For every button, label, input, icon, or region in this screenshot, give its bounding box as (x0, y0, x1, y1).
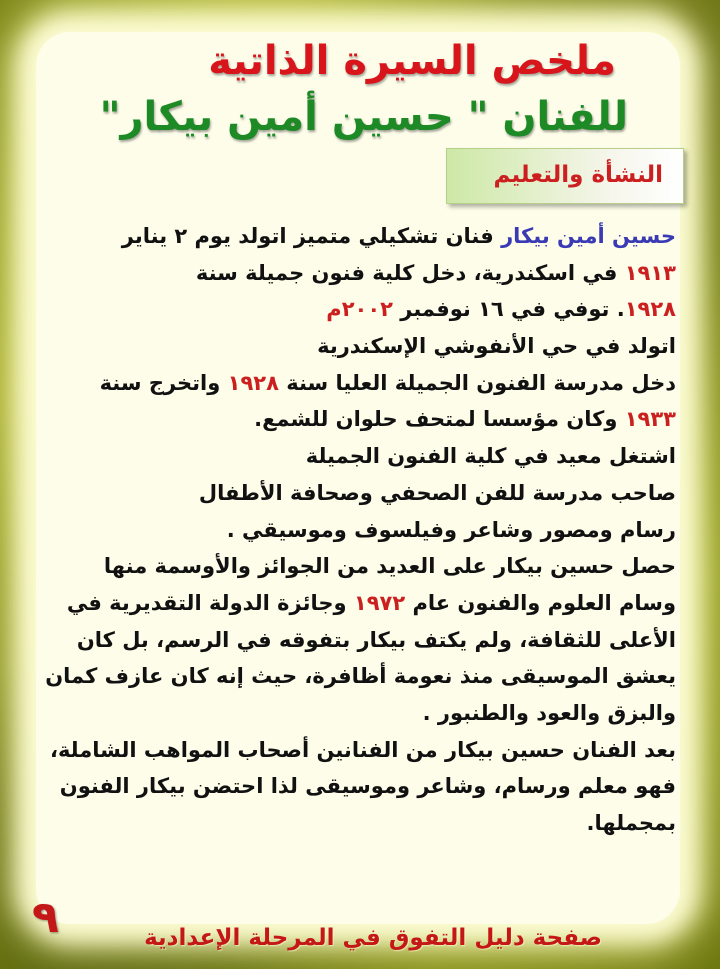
text-line-5 (40, 365, 676, 402)
text-line-17: بمجملها. (586, 811, 676, 835)
footer-text: صفحة دليل التفوق في المرحلة الإعدادية (144, 925, 602, 951)
text-line-9: رسام ومصور وشاعر وفيلسوف وموسيقي . (226, 517, 676, 542)
section-heading: النشأة والتعليم (493, 162, 663, 188)
text-line-16: فهو معلم ورسام، وشاعر وموسيقى لذا احتضن بيكار الفنون (59, 774, 676, 799)
birth-year: ١٩١٣ (624, 260, 676, 285)
text-segment: فنان تشكيلي متميز اتولد يوم ٢ يناير (121, 224, 502, 248)
text-line-2 (40, 255, 676, 292)
text-line-12: الأعلى للثقافة، ولم يكتف بيكار بتفوقه في الرسم، بل كان (76, 627, 676, 652)
text-segment: وسام العلوم والفنون عام (405, 590, 676, 615)
text-segment: وجائزة الدولة التقديرية في (66, 590, 354, 615)
text-line-11 (40, 585, 676, 622)
artist-name: حسين أمين بيكار (501, 224, 676, 248)
text-line-6 (40, 401, 676, 438)
text-line-4: اتولد في حي الأنفوشي الإسكندرية (317, 334, 676, 359)
text-line-1 (40, 218, 676, 255)
text-segment: في اسكندرية، دخل كلية فنون جميلة سنة (195, 260, 625, 285)
biography-text (40, 218, 676, 842)
death-year: ٢٠٠٢م (326, 297, 393, 322)
section-heading-box (446, 148, 684, 204)
text-line-15: بعد الفنان حسين بيكار من الفنانين أصحاب المواهب الشاملة، (49, 737, 676, 762)
graduation-year: ١٩٣٣ (624, 407, 676, 432)
award-year: ١٩٧٢ (353, 590, 406, 615)
text-segment: واتخرج سنة (99, 370, 228, 395)
text-line-14: والبزق والعود والطنبور . (422, 700, 676, 725)
text-line-13: يعشق الموسيقى منذ نعومة أظافرة، حيث إنه كان عازف كمان (45, 664, 676, 689)
school-year: ١٩٢٨ (227, 370, 279, 395)
text-segment: . توفي في ١٦ نوفمبر (392, 297, 625, 322)
college-year: ١٩٢٨ (624, 297, 676, 322)
page-title: ملخص السيرة الذاتية (208, 38, 616, 84)
text-segment: دخل مدرسة الفنون الجميلة العليا سنة (278, 370, 676, 395)
text-line-3 (40, 291, 676, 328)
text-line-7: اشتغل معيد في كلية الفنون الجميلة (305, 444, 676, 469)
page-subtitle: للفنان " حسين أمين بيكار" (99, 94, 628, 140)
text-line-10: حصل حسين بيكار على العديد من الجوائز والأوسمة منها (103, 554, 676, 579)
text-segment: وكان مؤسسا لمتحف حلوان للشمع. (254, 407, 625, 432)
page-number: ٩ (32, 892, 59, 943)
text-line-8: صاحب مدرسة للفن الصحفي وصحافة الأطفال (198, 480, 676, 505)
